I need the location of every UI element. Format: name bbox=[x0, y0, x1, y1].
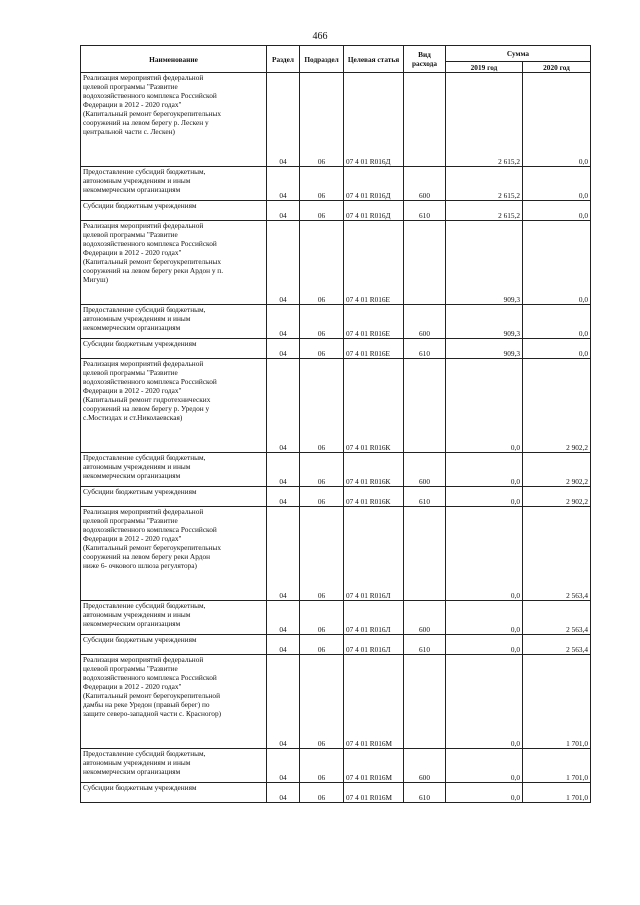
row-sum-2020-cell: 0,0 bbox=[523, 339, 591, 359]
row-sum-2019-cell: 0,0 bbox=[446, 487, 523, 507]
row-name-text: Предоставление субсидий бюджетным, автономным учреждениям и иным некоммерческим организациям bbox=[83, 749, 206, 776]
row-name-text: Реализация мероприятий федеральной целевой программы "Развитие водохозяйственного комплекса Российской Федерации в 2012 - 2020 годах" (Капитальный ремонт берегоукрепительных сооружений на левом берегу реки Ардон у п. Мигуш) bbox=[83, 221, 224, 284]
row-sum-2020-cell: 1 701,0 bbox=[523, 749, 591, 783]
row-target-article-cell: 07 4 01 R016Е bbox=[344, 339, 404, 359]
row-subsection-cell: 06 bbox=[300, 221, 344, 305]
row-sum-2020-cell: 2 563,4 bbox=[523, 601, 591, 635]
row-expense-type-cell: 600 bbox=[404, 601, 446, 635]
row-subsection-cell: 06 bbox=[300, 749, 344, 783]
row-name-text: Предоставление субсидий бюджетным, автономным учреждениям и иным некоммерческим организациям bbox=[83, 453, 206, 480]
row-expense-type-cell: 600 bbox=[404, 749, 446, 783]
row-sum-2020-cell: 0,0 bbox=[523, 73, 591, 167]
table-row bbox=[81, 339, 591, 359]
row-expense-type-cell: 610 bbox=[404, 783, 446, 803]
table-row bbox=[81, 655, 591, 749]
row-sum-2020-cell: 1 701,0 bbox=[523, 655, 591, 749]
row-target-article-cell: 07 4 01 R016К bbox=[344, 487, 404, 507]
row-name-cell bbox=[81, 507, 267, 601]
row-name-cell bbox=[81, 487, 267, 507]
row-name-text: Субсидии бюджетным учреждениям bbox=[83, 339, 197, 348]
row-target-article-cell: 07 4 01 R016Д bbox=[344, 73, 404, 167]
row-section-cell: 04 bbox=[267, 359, 300, 453]
row-sum-2020-cell: 2 902,2 bbox=[523, 359, 591, 453]
row-section-cell: 04 bbox=[267, 201, 300, 221]
row-name-text: Субсидии бюджетным учреждениям bbox=[83, 635, 197, 644]
row-target-article-cell: 07 4 01 R016М bbox=[344, 783, 404, 803]
row-sum-2019-cell: 0,0 bbox=[446, 635, 523, 655]
row-target-article-cell: 07 4 01 R016Е bbox=[344, 221, 404, 305]
page-number: 466 bbox=[312, 31, 328, 42]
row-sum-2020-cell: 0,0 bbox=[523, 167, 591, 201]
table-row bbox=[81, 507, 591, 601]
header-sum: Сумма bbox=[446, 46, 591, 62]
row-name-cell bbox=[81, 221, 267, 305]
header-year-2020: 2020 год bbox=[523, 62, 591, 73]
table-row bbox=[81, 487, 591, 507]
row-name-text: Реализация мероприятий федеральной целевой программы "Развитие водохозяйственного комплекса Российской Федерации в 2012 - 2020 годах" (Капитальный ремонт гидротехнических сооружений на левом берегу р. Уредон у с.Мостиздах и ст.Николаевская) bbox=[83, 359, 217, 422]
header-expense-type: Вид расхода bbox=[404, 46, 446, 73]
row-expense-type-cell: 610 bbox=[404, 201, 446, 221]
row-subsection-cell: 06 bbox=[300, 201, 344, 221]
row-expense-type-cell: 600 bbox=[404, 453, 446, 487]
row-name-cell bbox=[81, 201, 267, 221]
row-target-article-cell: 07 4 01 R016Л bbox=[344, 601, 404, 635]
table-row bbox=[81, 201, 591, 221]
table-row bbox=[81, 359, 591, 453]
row-subsection-cell: 06 bbox=[300, 167, 344, 201]
row-expense-type-cell bbox=[404, 221, 446, 305]
row-subsection-cell: 06 bbox=[300, 507, 344, 601]
row-sum-2019-cell: 0,0 bbox=[446, 783, 523, 803]
row-section-cell: 04 bbox=[267, 601, 300, 635]
row-expense-type-cell: 600 bbox=[404, 167, 446, 201]
row-target-article-cell: 07 4 01 R016М bbox=[344, 655, 404, 749]
row-section-cell: 04 bbox=[267, 783, 300, 803]
row-subsection-cell: 06 bbox=[300, 635, 344, 655]
table-row bbox=[81, 749, 591, 783]
row-sum-2019-cell: 0,0 bbox=[446, 453, 523, 487]
row-name-cell bbox=[81, 601, 267, 635]
row-expense-type-cell bbox=[404, 359, 446, 453]
row-sum-2020-cell: 0,0 bbox=[523, 221, 591, 305]
row-target-article-cell: 07 4 01 R016Е bbox=[344, 305, 404, 339]
row-name-cell bbox=[81, 305, 267, 339]
row-name-cell bbox=[81, 749, 267, 783]
row-expense-type-cell: 610 bbox=[404, 635, 446, 655]
row-sum-2019-cell: 0,0 bbox=[446, 749, 523, 783]
row-name-cell bbox=[81, 453, 267, 487]
row-sum-2019-cell: 909,3 bbox=[446, 339, 523, 359]
row-name-cell bbox=[81, 635, 267, 655]
table-row bbox=[81, 73, 591, 167]
table-row bbox=[81, 635, 591, 655]
row-section-cell: 04 bbox=[267, 221, 300, 305]
budget-table bbox=[80, 45, 591, 803]
row-subsection-cell: 06 bbox=[300, 359, 344, 453]
row-sum-2020-cell: 2 902,2 bbox=[523, 453, 591, 487]
row-name-text: Реализация мероприятий федеральной целевой программы "Развитие водохозяйственного комплекса Российской Федерации в 2012 - 2020 годах" (Капитальный ремонт берегоукрепительных сооружений на левом берегу р. Лескен у центральной части с. Лескен) bbox=[83, 73, 221, 136]
table-row bbox=[81, 601, 591, 635]
row-name-cell bbox=[81, 783, 267, 803]
row-name-text: Предоставление субсидий бюджетным, автономным учреждениям и иным некоммерческим организациям bbox=[83, 601, 206, 628]
header-target-article: Целевая статья bbox=[344, 46, 404, 73]
row-sum-2019-cell: 0,0 bbox=[446, 601, 523, 635]
row-sum-2019-cell: 909,3 bbox=[446, 305, 523, 339]
header-year-2019: 2019 год bbox=[446, 62, 523, 73]
row-section-cell: 04 bbox=[267, 487, 300, 507]
row-sum-2020-cell: 0,0 bbox=[523, 201, 591, 221]
row-target-article-cell: 07 4 01 R016Д bbox=[344, 167, 404, 201]
row-subsection-cell: 06 bbox=[300, 339, 344, 359]
row-section-cell: 04 bbox=[267, 73, 300, 167]
table-row bbox=[81, 167, 591, 201]
row-name-text: Субсидии бюджетным учреждениям bbox=[83, 201, 197, 210]
header-subsection: Подраздел bbox=[300, 46, 344, 73]
row-name-cell bbox=[81, 167, 267, 201]
row-sum-2019-cell: 2 615,2 bbox=[446, 201, 523, 221]
row-target-article-cell: 07 4 01 R016М bbox=[344, 749, 404, 783]
row-section-cell: 04 bbox=[267, 655, 300, 749]
row-section-cell: 04 bbox=[267, 339, 300, 359]
row-target-article-cell: 07 4 01 R016Д bbox=[344, 201, 404, 221]
row-name-cell bbox=[81, 359, 267, 453]
table-body bbox=[81, 73, 591, 803]
row-name-text: Реализация мероприятий федеральной целевой программы "Развитие водохозяйственного комплекса Российской Федерации в 2012 - 2020 годах" (Капитальный ремонт берегоукрепительных сооружений на левом берегу реки Ардон ниже 6- очкового шлюза регулятора) bbox=[83, 507, 221, 570]
row-expense-type-cell: 600 bbox=[404, 305, 446, 339]
row-expense-type-cell bbox=[404, 655, 446, 749]
row-subsection-cell: 06 bbox=[300, 453, 344, 487]
row-expense-type-cell: 610 bbox=[404, 487, 446, 507]
row-sum-2019-cell: 0,0 bbox=[446, 655, 523, 749]
row-sum-2019-cell: 909,3 bbox=[446, 221, 523, 305]
row-expense-type-cell: 610 bbox=[404, 339, 446, 359]
row-name-text: Субсидии бюджетным учреждениям bbox=[83, 783, 197, 792]
row-name-cell bbox=[81, 339, 267, 359]
header-section: Раздел bbox=[267, 46, 300, 73]
header-name: Наименование bbox=[81, 46, 267, 73]
table-row bbox=[81, 305, 591, 339]
row-sum-2019-cell: 2 615,2 bbox=[446, 73, 523, 167]
row-expense-type-cell bbox=[404, 507, 446, 601]
row-sum-2019-cell: 0,0 bbox=[446, 359, 523, 453]
row-target-article-cell: 07 4 01 R016К bbox=[344, 453, 404, 487]
row-name-text: Предоставление субсидий бюджетным, автономным учреждениям и иным некоммерческим организациям bbox=[83, 305, 206, 332]
row-subsection-cell: 06 bbox=[300, 305, 344, 339]
row-sum-2020-cell: 2 902,2 bbox=[523, 487, 591, 507]
row-target-article-cell: 07 4 01 R016Л bbox=[344, 507, 404, 601]
table-row bbox=[81, 453, 591, 487]
row-subsection-cell: 06 bbox=[300, 73, 344, 167]
row-subsection-cell: 06 bbox=[300, 487, 344, 507]
row-expense-type-cell bbox=[404, 73, 446, 167]
row-subsection-cell: 06 bbox=[300, 601, 344, 635]
row-section-cell: 04 bbox=[267, 635, 300, 655]
table-row bbox=[81, 783, 591, 803]
row-name-text: Субсидии бюджетным учреждениям bbox=[83, 487, 197, 496]
row-target-article-cell: 07 4 01 R016К bbox=[344, 359, 404, 453]
row-name-cell bbox=[81, 655, 267, 749]
row-name-cell bbox=[81, 73, 267, 167]
row-sum-2020-cell: 2 563,4 bbox=[523, 507, 591, 601]
row-name-text: Предоставление субсидий бюджетным, автономным учреждениям и иным некоммерческим организациям bbox=[83, 167, 206, 194]
row-section-cell: 04 bbox=[267, 167, 300, 201]
row-sum-2020-cell: 1 701,0 bbox=[523, 783, 591, 803]
row-section-cell: 04 bbox=[267, 453, 300, 487]
row-sum-2020-cell: 0,0 bbox=[523, 305, 591, 339]
row-section-cell: 04 bbox=[267, 749, 300, 783]
row-sum-2019-cell: 0,0 bbox=[446, 507, 523, 601]
row-subsection-cell: 06 bbox=[300, 783, 344, 803]
row-section-cell: 04 bbox=[267, 305, 300, 339]
table-row bbox=[81, 221, 591, 305]
row-sum-2020-cell: 2 563,4 bbox=[523, 635, 591, 655]
row-sum-2019-cell: 2 615,2 bbox=[446, 167, 523, 201]
row-section-cell: 04 bbox=[267, 507, 300, 601]
row-name-text: Реализация мероприятий федеральной целевой программы "Развитие водохозяйственного комплекса Российской Федерации в 2012 - 2020 годах" (Капитальный ремонт берегоукрепительной дамбы на реке Уредон (правый берег) по защите северо-западной части с. Красногор) bbox=[83, 655, 222, 718]
row-target-article-cell: 07 4 01 R016Л bbox=[344, 635, 404, 655]
row-subsection-cell: 06 bbox=[300, 655, 344, 749]
